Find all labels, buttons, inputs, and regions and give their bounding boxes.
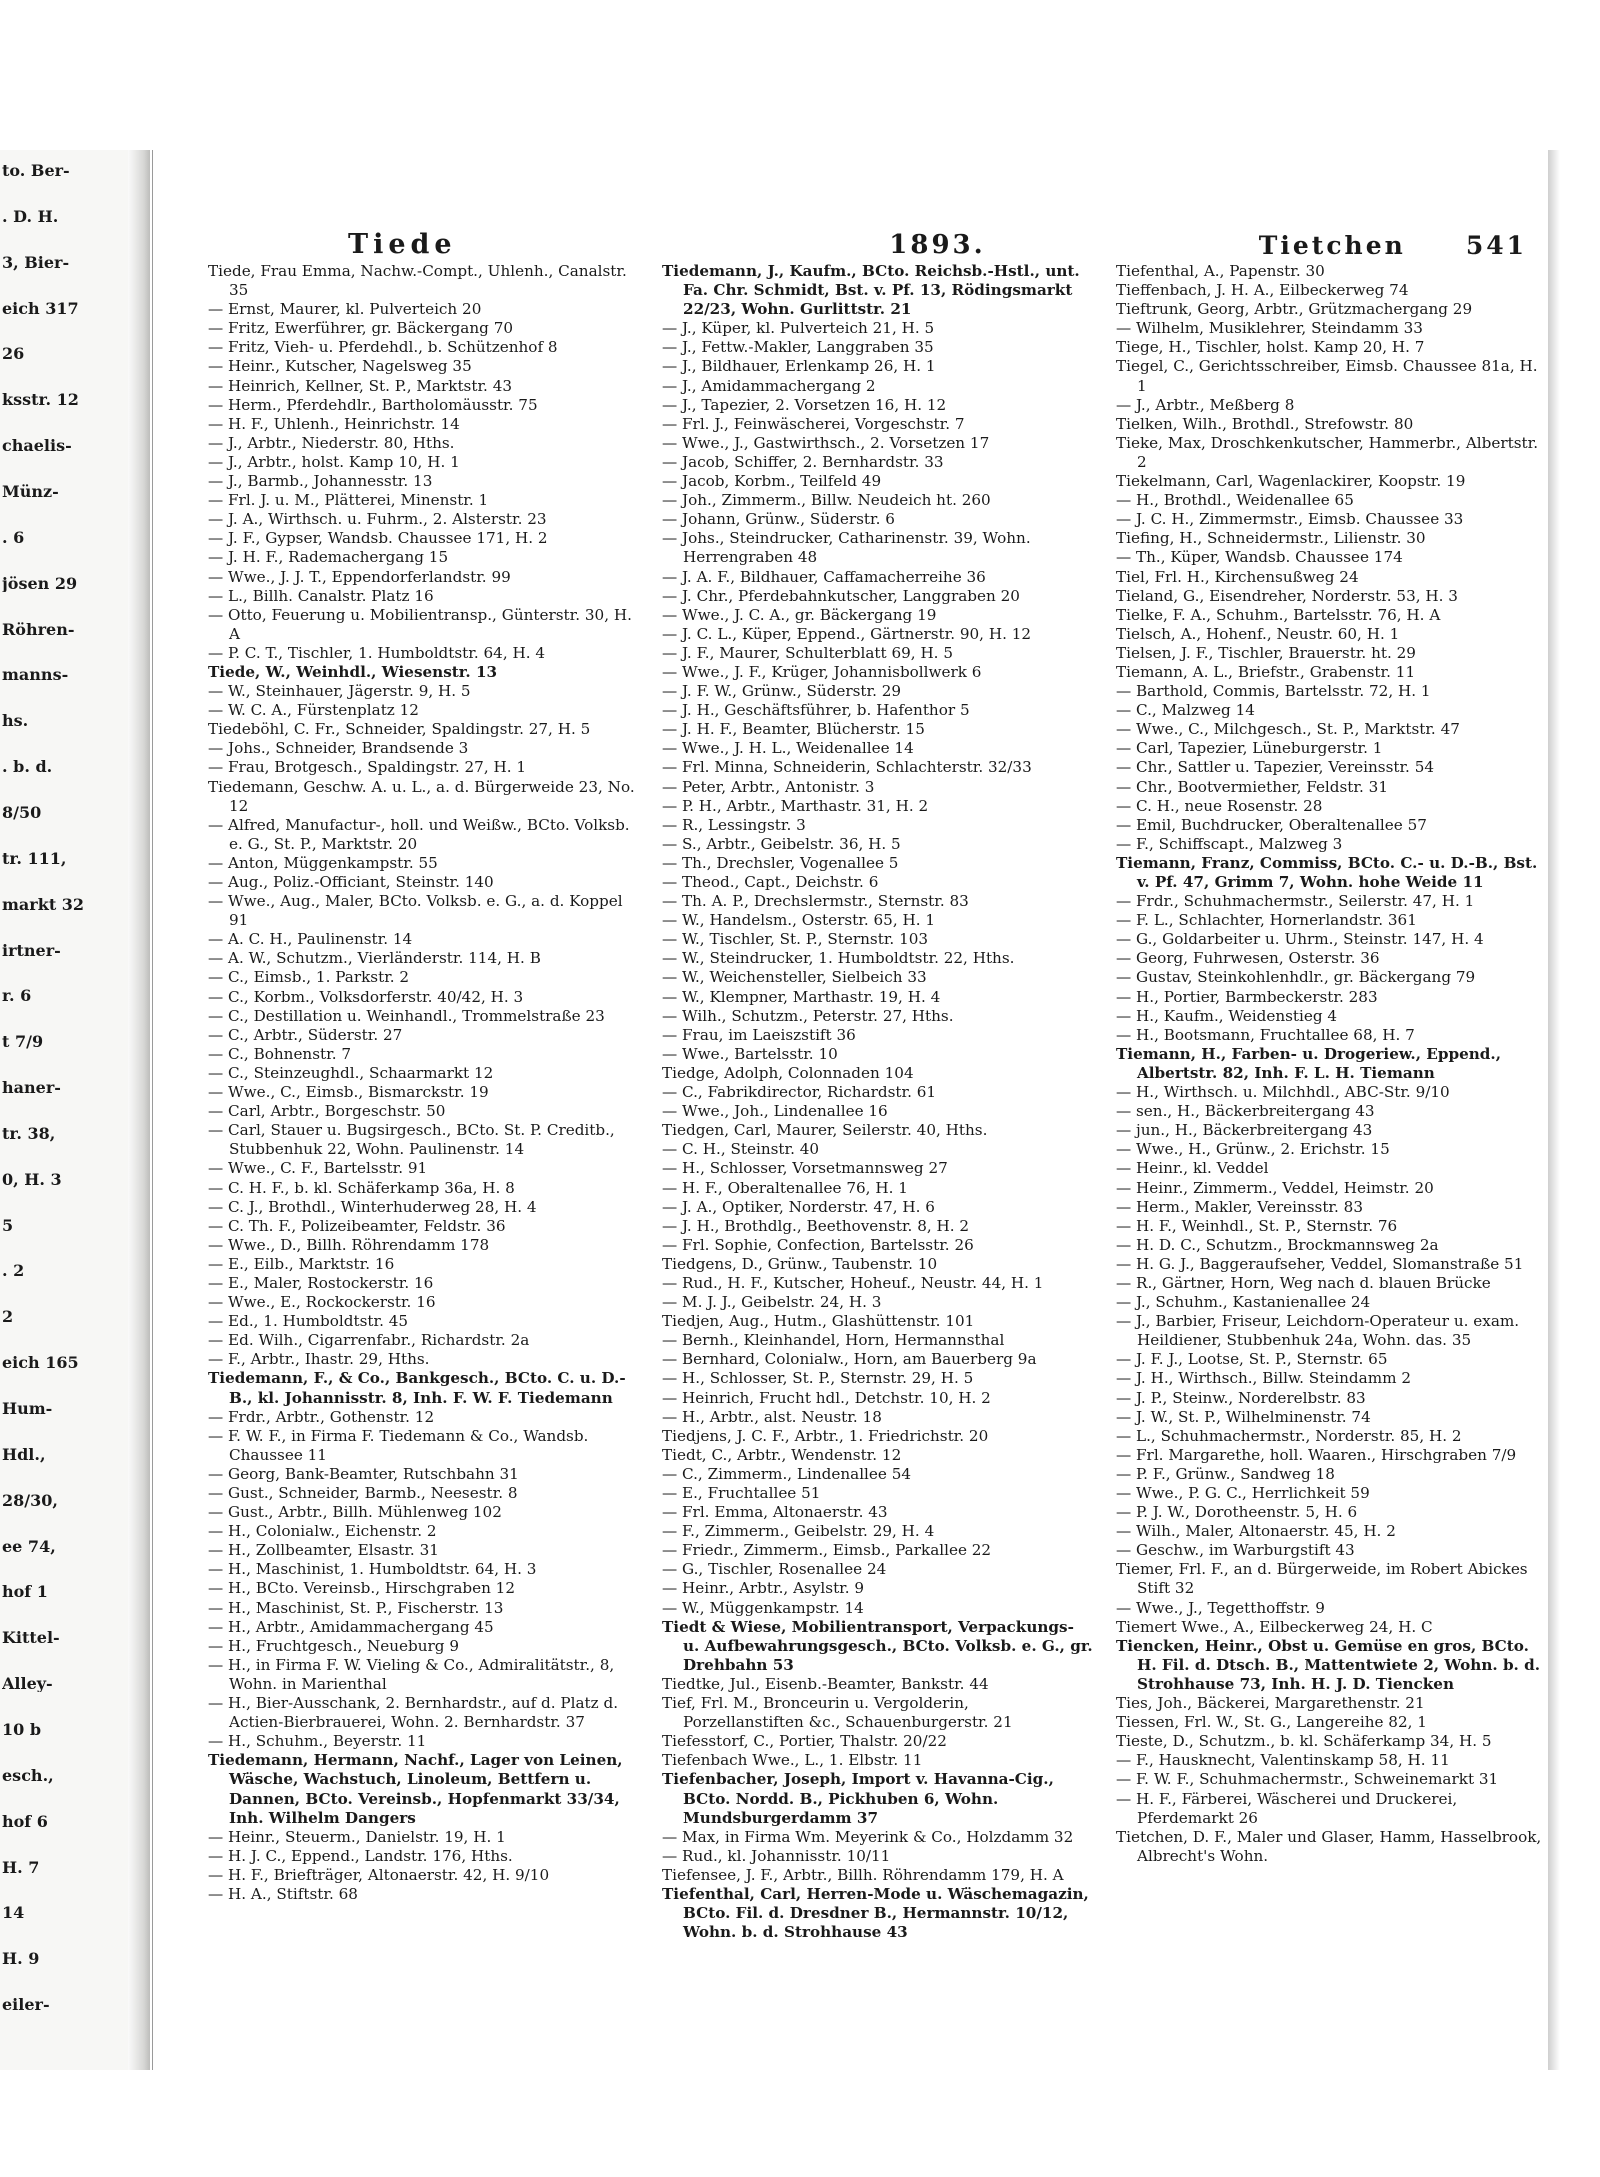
previous-page-fragment-line: tr. 38, bbox=[2, 1124, 56, 1142]
directory-entry: — J. F. W., Grünw., Süderstr. 29 bbox=[662, 682, 902, 701]
directory-entry: Tiede, Frau Emma, Nachw.-Compt., Uhlenh., Canalstr. 35 bbox=[208, 262, 627, 300]
directory-entry: — Frdr., Arbtr., Gothenstr. 12 bbox=[208, 1407, 435, 1426]
previous-page-fragment-line: . 6 bbox=[2, 528, 25, 546]
previous-page-fragment-line: esch., bbox=[2, 1766, 54, 1784]
directory-entry: Tiedgen, Carl, Maurer, Seilerstr. 40, Hths. bbox=[662, 1121, 988, 1140]
directory-entry: — J., Tapezier, 2. Vorsetzen 16, H. 12 bbox=[662, 395, 947, 414]
directory-entry-bold: Tiencken, Heinr., Obst u. Gemüse en gros, BCto. H. Fil. d. Dtsch. B., Mattentwiete 2, Wohn. b. d. Strohhause 73, Inh. H. J. D. Tiencken bbox=[1116, 1636, 1541, 1693]
directory-entry: — J., Barbier, Friseur, Leichdorn-Operateur u. exam. Heildiener, Stubbenhuk 24a, Wohn. das. 35 bbox=[1116, 1312, 1520, 1350]
previous-page-fragment-line: Münz- bbox=[2, 482, 59, 500]
directory-entry: — J. H., Brothdlg., Beethovenstr. 8, H. 2 bbox=[662, 1216, 970, 1235]
directory-entry: — G., Goldarbeiter u. Uhrm., Steinstr. 147, H. 4 bbox=[1116, 930, 1484, 949]
previous-page-fragment-line: ksstr. 12 bbox=[2, 391, 79, 409]
directory-entry: — Wwe., C. F., Bartelsstr. 91 bbox=[208, 1159, 428, 1178]
directory-entry: — Heinr., Kutscher, Nagelsweg 35 bbox=[208, 357, 472, 376]
previous-page-fragment-line: 8/50 bbox=[2, 803, 42, 821]
directory-entry: — H. F., Färberei, Wäscherei und Druckerei, Pferdemarkt 26 bbox=[1116, 1789, 1458, 1827]
column-right bbox=[1116, 262, 1548, 2052]
directory-entry: — W., Handelsm., Osterstr. 65, H. 1 bbox=[662, 911, 936, 930]
previous-page-fragment-line: eich 317 bbox=[2, 299, 79, 317]
directory-entry: — J., Arbtr., Meßberg 8 bbox=[1116, 395, 1295, 414]
directory-entry: — Chr., Sattler u. Tapezier, Vereinsstr. 54 bbox=[1116, 758, 1435, 777]
directory-entry: — Chr., Bootvermiether, Feldstr. 31 bbox=[1116, 777, 1388, 796]
previous-page-fragment-line: eich 165 bbox=[2, 1354, 79, 1372]
directory-entry: — F., Arbtr., Ihastr. 29, Hths. bbox=[208, 1350, 430, 1369]
directory-entry: — Frl. J. u. M., Plätterei, Minenstr. 1 bbox=[208, 491, 489, 510]
previous-page-fragment-line: hs. bbox=[2, 712, 29, 730]
directory-entry: — Heinr., Steuerm., Danielstr. 19, H. 1 bbox=[208, 1827, 506, 1846]
previous-page-fragment-line: irtner- bbox=[2, 941, 61, 959]
directory-entry-bold: Tiefenthal, Carl, Herren-Mode u. Wäschemagazin, BCto. Fil. d. Dresdner B., Hermannstr. 10/12, Wohn. b. d. Strohhause 43 bbox=[662, 1884, 1089, 1942]
directory-entry: — J. F., Gypser, Wandsb. Chaussee 171, H. 2 bbox=[208, 529, 548, 548]
directory-entry: — jun., H., Bäckerbreitergang 43 bbox=[1116, 1121, 1373, 1140]
directory-entry-bold: Tiedt & Wiese, Mobilientransport, Verpackungs- u. Aufbewahrungsgesch., BCto. Volksb. e. G., gr. Drehbahn 53 bbox=[662, 1617, 1093, 1674]
directory-entry: Tiedt, C., Arbtr., Wendenstr. 12 bbox=[662, 1445, 902, 1464]
directory-entry: — Herm., Makler, Vereinsstr. 83 bbox=[1116, 1197, 1364, 1216]
directory-entry: — Carl, Tapezier, Lüneburgerstr. 1 bbox=[1116, 739, 1383, 758]
directory-entry: — C. H., Steinstr. 40 bbox=[662, 1140, 820, 1159]
directory-entry: — H. A., Stiftstr. 68 bbox=[208, 1884, 358, 1903]
directory-entry: — J. A., Wirthsch. u. Fuhrm., 2. Alsterstr. 23 bbox=[208, 510, 547, 529]
directory-entry: — H., Fruchtgesch., Neueburg 9 bbox=[208, 1636, 460, 1655]
directory-entry: Tiefensee, J. F., Arbtr., Billh. Röhrendamm 179, H. A bbox=[662, 1865, 1064, 1884]
directory-entry: — F. W. F., Schuhmachermstr., Schweinemarkt 31 bbox=[1116, 1770, 1499, 1789]
header-right-word: Tietchen bbox=[1258, 231, 1406, 260]
directory-entry: Ties, Joh., Bäckerei, Margarethenstr. 21 bbox=[1116, 1694, 1425, 1713]
book-gutter bbox=[128, 150, 150, 2070]
previous-page-fragment-line: 28/30, bbox=[2, 1491, 58, 1509]
directory-entry: — W., Tischler, St. P., Sternstr. 103 bbox=[662, 930, 929, 949]
directory-entry: — Carl, Stauer u. Bugsirgesch., BCto. St. P. Creditb., Stubbenhuk 22, Wohn. Paulinenstr. 14 bbox=[208, 1121, 615, 1159]
directory-entry: — Fritz, Vieh- u. Pferdehdl., b. Schützenhof 8 bbox=[208, 338, 558, 357]
directory-entry: — P. C. T., Tischler, 1. Humboldtstr. 64, H. 4 bbox=[208, 643, 546, 662]
directory-entry: — J., Arbtr., Niederstr. 80, Hths. bbox=[208, 433, 455, 452]
previous-page-fragment-line: . b. d. bbox=[2, 758, 53, 776]
directory-entry: — L., Billh. Canalstr. Platz 16 bbox=[208, 586, 434, 605]
directory-entry: — F. L., Schlachter, Hornerlandstr. 361 bbox=[1116, 911, 1417, 930]
directory-entry: — Theod., Capt., Deichstr. 6 bbox=[662, 873, 879, 891]
directory-entry: — Ernst, Maurer, kl. Pulverteich 20 bbox=[208, 300, 482, 319]
header-year: 1893. bbox=[889, 230, 986, 260]
directory-entry: — P. H., Arbtr., Marthastr. 31, H. 2 bbox=[662, 796, 929, 815]
directory-entry: — H., Wirthsch. u. Milchhdl., ABC-Str. 9/10 bbox=[1116, 1083, 1450, 1102]
directory-entry: — W., Müggenkampstr. 14 bbox=[662, 1598, 864, 1617]
directory-entry: — Heinrich, Frucht hdl., Detchstr. 10, H. 2 bbox=[662, 1388, 991, 1407]
directory-entry: Tief, Frl. M., Bronceurin u. Vergolderin, Porzellanstiften &c., Schauenburgerstr. 21 bbox=[662, 1694, 1013, 1732]
directory-entry: — H., Arbtr., Amidammachergang 45 bbox=[208, 1617, 494, 1636]
directory-entry: — Frl. J., Feinwäscherei, Vorgeschstr. 7 bbox=[662, 414, 965, 433]
directory-entry: — H., BCto. Vereinsb., Hirschgraben 12 bbox=[208, 1579, 516, 1598]
directory-entry: — C., Zimmerm., Lindenallee 54 bbox=[662, 1464, 912, 1483]
directory-entry: — Wwe., J., Tegetthoffstr. 9 bbox=[1116, 1598, 1325, 1617]
directory-entry: — P. J. W., Dorotheenstr. 5, H. 6 bbox=[1116, 1503, 1358, 1522]
directory-entry: — Wilhelm, Musiklehrer, Steindamm 33 bbox=[1116, 319, 1423, 338]
entry-columns bbox=[208, 262, 1548, 2052]
directory-entry: — Wwe., J. H. L., Weidenallee 14 bbox=[662, 739, 914, 758]
directory-entry: — Wwe., Aug., Maler, BCto. Volksb. e. G., a. d. Koppel 91 bbox=[208, 892, 623, 930]
directory-entry: — J. C. H., Zimmermstr., Eimsb. Chaussee 33 bbox=[1116, 510, 1464, 529]
directory-entry: — F. W. F., in Firma F. Tiedemann & Co., Wandsb. Chaussee 11 bbox=[208, 1426, 589, 1464]
directory-entry: — J., Küper, kl. Pulverteich 21, H. 5 bbox=[662, 319, 935, 338]
previous-page-fragment-line: 3, Bier- bbox=[2, 253, 70, 271]
directory-entry: — H., Schuhm., Beyerstr. 11 bbox=[208, 1732, 427, 1751]
directory-entry: — H. F., Weinhdl., St. P., Sternstr. 76 bbox=[1116, 1216, 1398, 1235]
directory-entry: — M. J. J., Geibelstr. 24, H. 3 bbox=[662, 1293, 882, 1312]
directory-entry: — Frl. Margarethe, holl. Waaren., Hirschgraben 7/9 bbox=[1116, 1445, 1517, 1464]
previous-page-fragment-line: r. 6 bbox=[2, 987, 32, 1005]
directory-entry: — J. Chr., Pferdebahnkutscher, Langgraben 20 bbox=[662, 586, 1020, 605]
directory-entry: Tiefesstorf, C., Portier, Thalstr. 20/22 bbox=[662, 1732, 947, 1751]
directory-entry: — C., Korbm., Volksdorferstr. 40/42, H. 3 bbox=[208, 987, 524, 1006]
directory-entry: — J. H., Wirthsch., Billw. Steindamm 2 bbox=[1116, 1369, 1412, 1388]
directory-entry: — Johs., Steindrucker, Catharinenstr. 39, Wohn. Herrengraben 48 bbox=[662, 529, 1031, 567]
directory-entry: — J., Schuhm., Kastanienallee 24 bbox=[1116, 1293, 1371, 1312]
directory-entry: Tiemert Wwe., A., Eilbeckerweg 24, H. C bbox=[1116, 1617, 1433, 1636]
previous-page-fragment-line: t 7/9 bbox=[2, 1033, 44, 1051]
directory-entry: — Th. A. P., Drechslermstr., Sternstr. 83 bbox=[662, 892, 969, 911]
directory-entry: Tieffenbach, J. H. A., Eilbeckerweg 74 bbox=[1116, 281, 1409, 300]
directory-entry: — Anton, Müggenkampstr. 55 bbox=[208, 853, 438, 872]
directory-entry: — F., Zimmerm., Geibelstr. 29, H. 4 bbox=[662, 1522, 935, 1541]
directory-entry: — H., Bier-Ausschank, 2. Bernhardstr., auf d. Platz d. Actien-Bierbrauerei, Wohn. 2. Bernhardstr. 37 bbox=[208, 1694, 619, 1732]
directory-entry: — Bernhard, Colonialw., Horn, am Bauerberg 9a bbox=[662, 1350, 1037, 1369]
directory-entry: — J. F. J., Lootse, St. P., Sternstr. 65 bbox=[1116, 1350, 1388, 1369]
directory-entry: — Th., Küper, Wandsb. Chaussee 174 bbox=[1116, 548, 1403, 567]
directory-entry: Tiegel, C., Gerichtsschreiber, Eimsb. Chaussee 81a, H. 1 bbox=[1116, 357, 1538, 395]
directory-entry: Tiefing, H., Schneidermstr., Lilienstr. 30 bbox=[1116, 529, 1426, 548]
directory-entry-bold: Tiemann, H., Farben- u. Drogeriew., Eppend., Albertstr. 82, Inh. F. L. H. Tiemann bbox=[1116, 1044, 1501, 1082]
previous-page-fragment-line: Röhren- bbox=[2, 620, 75, 638]
directory-entry: — C. H., neue Rosenstr. 28 bbox=[1116, 796, 1323, 815]
directory-entry: — H., Schlosser, Vorsetmannsweg 27 bbox=[662, 1159, 948, 1178]
previous-page-fragment-line: manns- bbox=[2, 666, 69, 684]
directory-entry: — F., Schiffscapt., Malzweg 3 bbox=[1116, 834, 1343, 853]
directory-entry: Tiedtke, Jul., Eisenb.-Beamter, Bankstr. 44 bbox=[662, 1674, 989, 1693]
directory-entry: — Max, in Firma Wm. Meyerink & Co., Holzdamm 32 bbox=[662, 1827, 1074, 1846]
directory-entry: — C., Bohnenstr. 7 bbox=[208, 1044, 352, 1063]
directory-entry: — Heinr., kl. Veddel bbox=[1116, 1159, 1269, 1178]
directory-entry: Tiedeböhl, C. Fr., Schneider, Spaldingstr. 27, H. 5 bbox=[208, 720, 591, 739]
directory-entry: — Gustav, Steinkohlenhdlr., gr. Bäckergang 79 bbox=[1116, 968, 1476, 987]
directory-entry: — H. F., Oberaltenallee 76, H. 1 bbox=[662, 1178, 908, 1197]
directory-entry: Tieland, G., Eisendreher, Norderstr. 53, H. 3 bbox=[1116, 586, 1458, 605]
directory-entry: — Barthold, Commis, Bartelsstr. 72, H. 1 bbox=[1116, 682, 1431, 701]
directory-entry: — W., Klempner, Marthastr. 19, H. 4 bbox=[662, 987, 941, 1006]
directory-entry: — Wilh., Schutzm., Peterstr. 27, Hths. bbox=[662, 1006, 954, 1025]
directory-entry: — Johann, Grünw., Süderstr. 6 bbox=[662, 510, 895, 529]
directory-entry: — sen., H., Bäckerbreitergang 43 bbox=[1116, 1102, 1375, 1121]
directory-entry: — Wwe., Bartelsstr. 10 bbox=[662, 1044, 838, 1063]
directory-entry: — W. C. A., Fürstenplatz 12 bbox=[208, 701, 419, 720]
previous-page-fragment-line: Hdl., bbox=[2, 1445, 46, 1463]
directory-entry-bold: Tiede, W., Weinhdl., Wiesenstr. 13 bbox=[208, 662, 498, 681]
directory-entry: — Peter, Arbtr., Antonistr. 3 bbox=[662, 777, 875, 796]
directory-entry: — J. P., Steinw., Norderelbstr. 83 bbox=[1116, 1388, 1366, 1407]
directory-entry: — Wwe., J. F., Krüger, Johannisbollwerk 6 bbox=[662, 662, 982, 681]
previous-page-fragment-line: hof 1 bbox=[2, 1583, 48, 1601]
directory-entry: — Gust., Schneider, Barmb., Neesestr. 8 bbox=[208, 1484, 518, 1502]
directory-entry: — Jacob, Korbm., Teilfeld 49 bbox=[662, 472, 882, 491]
directory-entry: — J. A., Optiker, Norderstr. 47, H. 6 bbox=[662, 1197, 935, 1216]
directory-entry: — Wwe., J., Gastwirthsch., 2. Vorsetzen 17 bbox=[662, 433, 990, 452]
directory-entry: — Rud., kl. Johannisstr. 10/11 bbox=[662, 1846, 891, 1865]
previous-page-fragment-line: 10 b bbox=[2, 1721, 42, 1739]
directory-entry: — H. F., Uhlenh., Heinrichstr. 14 bbox=[208, 414, 460, 433]
directory-entry: — Ed. Wilh., Cigarrenfabr., Richardstr. 2a bbox=[208, 1331, 530, 1350]
previous-page-fragment-line: 2 bbox=[2, 1308, 14, 1326]
directory-entry: Tiefenthal, A., Papenstr. 30 bbox=[1116, 262, 1325, 280]
directory-entry: — A. C. H., Paulinenstr. 14 bbox=[208, 930, 413, 949]
directory-entry: — H., Maschinist, 1. Humboldtstr. 64, H. 3 bbox=[208, 1560, 537, 1579]
directory-entry: — Frl. Sophie, Confection, Bartelsstr. 26 bbox=[662, 1235, 974, 1254]
previous-page-fragment-line: . 2 bbox=[2, 1262, 25, 1280]
directory-entry: — Heinrich, Kellner, St. P., Marktstr. 43 bbox=[208, 376, 513, 395]
directory-entry: — Alfred, Manufactur-, holl. und Weißw., BCto. Volksb. e. G., St. P., Marktstr. 20 bbox=[208, 815, 630, 853]
directory-entry: — J., Barmb., Johannesstr. 13 bbox=[208, 472, 433, 491]
directory-entry: — Frau, Brotgesch., Spaldingstr. 27, H. 1 bbox=[208, 758, 527, 777]
directory-entry: — H., Maschinist, St. P., Fischerstr. 13 bbox=[208, 1598, 504, 1617]
directory-entry: — Georg, Fuhrwesen, Osterstr. 36 bbox=[1116, 949, 1380, 968]
directory-entry: Tiekelmann, Carl, Wagenlackirer, Koopstr. 19 bbox=[1116, 472, 1466, 491]
directory-entry: Tiemer, Frl. F., an d. Bürgerweide, im Robert Abickes Stift 32 bbox=[1116, 1560, 1528, 1598]
directory-entry: — Heinr., Arbtr., Asylstr. 9 bbox=[662, 1579, 865, 1598]
directory-entry: — Wilh., Maler, Altonaerstr. 45, H. 2 bbox=[1116, 1522, 1396, 1541]
directory-entry-bold: Tiedemann, Hermann, Nachf., Lager von Leinen, Wäsche, Wachstuch, Linoleum, Bettfern u. Dannen, BCto. Vereinsb., Hopfenmarkt 33/34, Inh. Wilhelm Dangers bbox=[208, 1751, 623, 1827]
directory-entry: — W., Steindrucker, 1. Humboldtstr. 22, Hths. bbox=[662, 949, 1015, 968]
directory-entry: — J., Fettw.-Makler, Langgraben 35 bbox=[662, 338, 934, 357]
directory-entry: Tiel, Frl. H., Kirchensußweg 24 bbox=[1116, 567, 1359, 586]
directory-entry: — H., Schlosser, St. P., Sternstr. 29, H. 5 bbox=[662, 1369, 974, 1388]
directory-entry: Tiege, H., Tischler, holst. Kamp 20, H. 7 bbox=[1116, 338, 1425, 357]
directory-entry: — Bernh., Kleinhandel, Horn, Hermannsthal bbox=[662, 1331, 1005, 1350]
directory-entry: — Gust., Arbtr., Billh. Mühlenweg 102 bbox=[208, 1503, 502, 1522]
directory-entry: — Wwe., J. J. T., Eppendorferlandstr. 99 bbox=[208, 567, 511, 586]
directory-entry: — Rud., H. F., Kutscher, Hoheuf., Neustr. 44, H. 1 bbox=[662, 1273, 1044, 1292]
directory-entry: — Wwe., C., Milchgesch., St. P., Marktstr. 47 bbox=[1116, 720, 1460, 739]
directory-entry: Tieke, Max, Droschkenkutscher, Hammerbr., Albertstr. 2 bbox=[1116, 433, 1539, 471]
header-left-word: Tiede bbox=[348, 229, 457, 260]
directory-entry: Tiedgens, D., Grünw., Taubenstr. 10 bbox=[662, 1254, 938, 1273]
previous-page-fragment-line: H. 7 bbox=[2, 1858, 40, 1876]
previous-page-fragment-line: chaelis- bbox=[2, 437, 72, 455]
directory-entry: — H., Kaufm., Weidenstieg 4 bbox=[1116, 1006, 1338, 1025]
directory-entry: — Joh., Zimmerm., Billw. Neudeich ht. 260 bbox=[662, 491, 991, 510]
directory-entry: — J. H. F., Rademachergang 15 bbox=[208, 548, 449, 567]
directory-entry: — Otto, Feuerung u. Mobilientransp., Günterstr. 30, H. A bbox=[208, 605, 632, 643]
previous-page-fragment-line: to. Ber- bbox=[2, 162, 70, 179]
directory-entry: — J. H., Geschäftsführer, b. Hafenthor 5 bbox=[662, 701, 970, 720]
directory-entry: — H. D. C., Schutzm., Brockmannsweg 2a bbox=[1116, 1235, 1439, 1254]
directory-entry: — H., in Firma F. W. Vieling & Co., Admiralitätstr., 8, Wohn. in Marienthal bbox=[208, 1655, 615, 1693]
directory-entry: — H., Zollbeamter, Elsastr. 31 bbox=[208, 1541, 439, 1560]
directory-entry: — C., Destillation u. Weinhandl., Trommelstraße 23 bbox=[208, 1006, 605, 1025]
previous-page-fragment-line: 14 bbox=[2, 1904, 25, 1922]
directory-entry: — Aug., Poliz.-Officiant, Steinstr. 140 bbox=[208, 873, 494, 891]
previous-page-fragment-line: haner- bbox=[2, 1079, 61, 1097]
directory-entry: Tielken, Wilh., Brothdl., Strefowstr. 80 bbox=[1116, 414, 1414, 433]
header-right bbox=[1134, 231, 1527, 260]
directory-entry: — Frdr., Schuhmachermstr., Seilerstr. 47, H. 1 bbox=[1116, 892, 1475, 911]
directory-entry: Tiedjen, Aug., Hutm., Glashüttenstr. 101 bbox=[662, 1312, 975, 1331]
directory-entry: Tieste, D., Schutzm., b. kl. Schäferkamp 34, H. 5 bbox=[1116, 1732, 1492, 1751]
previous-page-fragment-line: ee 74, bbox=[2, 1537, 56, 1555]
directory-entry-bold: Tiemann, Franz, Commiss, BCto. C.- u. D.-B., Bst. v. Pf. 47, Grimm 7, Wohn. hohe Weide 11 bbox=[1116, 853, 1538, 891]
directory-entry: Tielsch, A., Hohenf., Neustr. 60, H. 1 bbox=[1116, 624, 1400, 643]
directory-entry: Tiedemann, Geschw. A. u. L., a. d. Bürgerweide 23, No. 12 bbox=[208, 777, 635, 815]
page-number: 541 bbox=[1465, 231, 1527, 260]
directory-entry: — Fritz, Ewerführer, gr. Bäckergang 70 bbox=[208, 319, 514, 338]
directory-entry: — J., Arbtr., holst. Kamp 10, H. 1 bbox=[208, 452, 460, 471]
directory-page bbox=[152, 150, 1557, 2070]
directory-entry: — Emil, Buchdrucker, Oberaltenallee 57 bbox=[1116, 815, 1427, 834]
directory-entry: — E., Eilb., Marktstr. 16 bbox=[208, 1254, 395, 1273]
directory-entry: — Wwe., C., Eimsb., Bismarckstr. 19 bbox=[208, 1083, 489, 1102]
directory-entry: — C., Eimsb., 1. Parkstr. 2 bbox=[208, 968, 410, 987]
directory-entry: — H. F., Briefträger, Altonaerstr. 42, H. 9/10 bbox=[208, 1865, 550, 1884]
previous-page-fragment-line: 26 bbox=[2, 345, 25, 363]
directory-entry: — C. Th. F., Polizeibeamter, Feldstr. 36 bbox=[208, 1216, 506, 1235]
directory-entry: — L., Schuhmachermstr., Norderstr. 85, H. 2 bbox=[1116, 1426, 1462, 1445]
directory-entry: Tietchen, D. F., Maler und Glaser, Hamm, Hasselbrook, Albrecht's Wohn. bbox=[1116, 1827, 1542, 1865]
directory-entry: — J. H. F., Beamter, Blücherstr. 15 bbox=[662, 720, 925, 739]
directory-entry: — Frau, im Laeiszstift 36 bbox=[662, 1025, 856, 1044]
directory-entry: — H., Bootsmann, Fruchtallee 68, H. 7 bbox=[1116, 1025, 1415, 1044]
directory-entry: — Johs., Schneider, Brandsende 3 bbox=[208, 739, 469, 758]
directory-entry: — R., Gärtner, Horn, Weg nach d. blauen Brücke bbox=[1116, 1273, 1491, 1292]
directory-entry: — Carl, Arbtr., Borgeschstr. 50 bbox=[208, 1102, 446, 1121]
previous-page-fragment-line: 0, H. 3 bbox=[2, 1170, 62, 1188]
directory-entry: — J., Bildhauer, Erlenkamp 26, H. 1 bbox=[662, 357, 936, 376]
directory-entry: — A. W., Schutzm., Vierländerstr. 114, H. B bbox=[208, 949, 541, 968]
directory-entry: — W., Steinhauer, Jägerstr. 9, H. 5 bbox=[208, 682, 471, 701]
directory-entry: — J., Amidammachergang 2 bbox=[662, 376, 876, 395]
page-edge-shadow bbox=[1548, 150, 1560, 2070]
directory-entry: — J. A. F., Bildhauer, Caffamacherreihe 36 bbox=[662, 567, 986, 586]
directory-entry-bold: Tiefenbacher, Joseph, Import v. Havanna-Cig., BCto. Nordd. B., Pickhuben 6, Wohn. Mundsburgerdamm 37 bbox=[662, 1770, 1054, 1827]
directory-entry: Tielke, F. A., Schuhm., Bartelsstr. 76, H. A bbox=[1116, 605, 1441, 624]
directory-entry-bold: Tiedemann, J., Kaufm., BCto. Reichsb.-Hstl., unt. Fa. Chr. Schmidt, Bst. v. Pf. 13, Rödingsmarkt 22/23, Wohn. Gurlittstr. 21 bbox=[662, 262, 1080, 319]
previous-page-fragment-line: 5 bbox=[2, 1216, 14, 1234]
directory-entry: Tieftrunk, Georg, Arbtr., Grützmachergang 29 bbox=[1116, 300, 1473, 319]
directory-entry: — Heinr., Zimmerm., Veddel, Heimstr. 20 bbox=[1116, 1178, 1434, 1197]
directory-entry: — J. F., Maurer, Schulterblatt 69, H. 5 bbox=[662, 643, 954, 662]
previous-page-fragment bbox=[0, 150, 150, 2070]
directory-entry: — C., Steinzeughdl., Schaarmarkt 12 bbox=[208, 1063, 494, 1082]
directory-entry: — Geschw., im Warburgstift 43 bbox=[1116, 1541, 1355, 1560]
directory-entry: — Th., Drechsler, Vogenallee 5 bbox=[662, 853, 899, 872]
directory-entry: — H., Portier, Barmbeckerstr. 283 bbox=[1116, 987, 1378, 1006]
directory-entry: — H., Brothdl., Weidenallee 65 bbox=[1116, 491, 1354, 510]
column-middle bbox=[662, 262, 1094, 2052]
directory-entry: — J. W., St. P., Wilhelminenstr. 74 bbox=[1116, 1407, 1371, 1426]
directory-entry: — S., Arbtr., Geibelstr. 36, H. 5 bbox=[662, 834, 901, 853]
directory-entry: — Herm., Pferdehdlr., Bartholomäusstr. 75 bbox=[208, 395, 538, 414]
previous-page-fragment-line: tr. 111, bbox=[2, 849, 67, 867]
directory-entry: — Wwe., D., Billh. Röhrendamm 178 bbox=[208, 1235, 490, 1254]
directory-entry: — H., Arbtr., alst. Neustr. 18 bbox=[662, 1407, 882, 1426]
directory-entry: — Friedr., Zimmerm., Eimsb., Parkallee 22 bbox=[662, 1541, 992, 1560]
directory-entry: — Frl. Emma, Altonaerstr. 43 bbox=[662, 1503, 888, 1522]
directory-entry: — E., Fruchtallee 51 bbox=[662, 1484, 821, 1502]
directory-entry: — Ed., 1. Humboldtstr. 45 bbox=[208, 1312, 409, 1331]
previous-page-fragment-line: Alley- bbox=[2, 1675, 53, 1693]
directory-entry: — F., Hausknecht, Valentinskamp 58, H. 11 bbox=[1116, 1751, 1450, 1770]
directory-entry: — C., Malzweg 14 bbox=[1116, 701, 1255, 720]
directory-entry: Tiefenbach Wwe., L., 1. Elbstr. 11 bbox=[662, 1751, 923, 1770]
directory-entry: — C. H. F., b. kl. Schäferkamp 36a, H. 8 bbox=[208, 1178, 515, 1197]
directory-entry: Tiemann, A. L., Briefstr., Grabenstr. 11 bbox=[1116, 662, 1416, 681]
directory-entry: — P. F., Grünw., Sandweg 18 bbox=[1116, 1464, 1335, 1483]
directory-entry: — J. C. L., Küper, Eppend., Gärtnerstr. 90, H. 12 bbox=[662, 624, 1032, 643]
directory-entry: — Jacob, Schiffer, 2. Bernhardstr. 33 bbox=[662, 452, 944, 471]
column-left bbox=[208, 262, 640, 2052]
previous-page-fragment-line: jösen 29 bbox=[2, 574, 78, 592]
previous-page-fragment-line: markt 32 bbox=[2, 895, 85, 913]
directory-entry: — Georg, Bank-Beamter, Rutschbahn 31 bbox=[208, 1464, 519, 1483]
page-header bbox=[208, 218, 1527, 260]
directory-entry: — G., Tischler, Rosenallee 24 bbox=[662, 1560, 887, 1579]
directory-entry: — Wwe., P. G. C., Herrlichkeit 59 bbox=[1116, 1484, 1370, 1502]
directory-entry: — Wwe., H., Grünw., 2. Erichstr. 15 bbox=[1116, 1140, 1390, 1159]
directory-entry: — R., Lessingstr. 3 bbox=[662, 815, 806, 834]
directory-entry: — C., Arbtr., Süderstr. 27 bbox=[208, 1025, 403, 1044]
directory-entry: — C., Fabrikdirector, Richardstr. 61 bbox=[662, 1083, 937, 1102]
previous-page-fragment-line: Hum- bbox=[2, 1400, 53, 1418]
previous-page-fragment-line: . D. H. bbox=[2, 207, 59, 225]
directory-entry: — Wwe., Joh., Lindenallee 16 bbox=[662, 1102, 888, 1121]
directory-entry: Tiessen, Frl. W., St. G., Langereihe 82, 1 bbox=[1116, 1713, 1427, 1732]
previous-page-fragment-line: Kittel- bbox=[2, 1629, 60, 1647]
directory-entry: — C. J., Brothdl., Winterhuderweg 28, H. 4 bbox=[208, 1197, 537, 1216]
directory-entry: Tiedjens, J. C. F., Arbtr., 1. Friedrichstr. 20 bbox=[662, 1426, 989, 1445]
previous-page-fragment-line: hof 6 bbox=[2, 1812, 48, 1830]
directory-entry-bold: Tiedemann, F., & Co., Bankgesch., BCto. C. u. D.-B., kl. Johannisstr. 8, Inh. F. W. F. Tiedemann bbox=[208, 1369, 626, 1407]
directory-entry: — H., Colonialw., Eichenstr. 2 bbox=[208, 1522, 437, 1541]
directory-entry: Tiedge, Adolph, Colonnaden 104 bbox=[662, 1063, 914, 1082]
previous-page-fragment-line: eiler- bbox=[2, 1996, 50, 2014]
directory-entry: — W., Weichensteller, Sielbeich 33 bbox=[662, 968, 927, 987]
directory-entry: — Wwe., J. C. A., gr. Bäckergang 19 bbox=[662, 605, 937, 624]
directory-entry: — H. G. J., Baggeraufseher, Veddel, Slomanstraße 51 bbox=[1116, 1254, 1524, 1273]
directory-entry: — H. J. C., Eppend., Landstr. 176, Hths. bbox=[208, 1846, 513, 1865]
directory-entry: — Wwe., E., Rockockerstr. 16 bbox=[208, 1293, 436, 1312]
directory-entry: — Frl. Minna, Schneiderin, Schlachterstr. 32/33 bbox=[662, 758, 1032, 777]
directory-entry: Tielsen, J. F., Tischler, Brauerstr. ht. 29 bbox=[1116, 643, 1416, 662]
previous-page-fragment-line: H. 9 bbox=[2, 1950, 40, 1968]
directory-entry: — E., Maler, Rostockerstr. 16 bbox=[208, 1273, 434, 1292]
